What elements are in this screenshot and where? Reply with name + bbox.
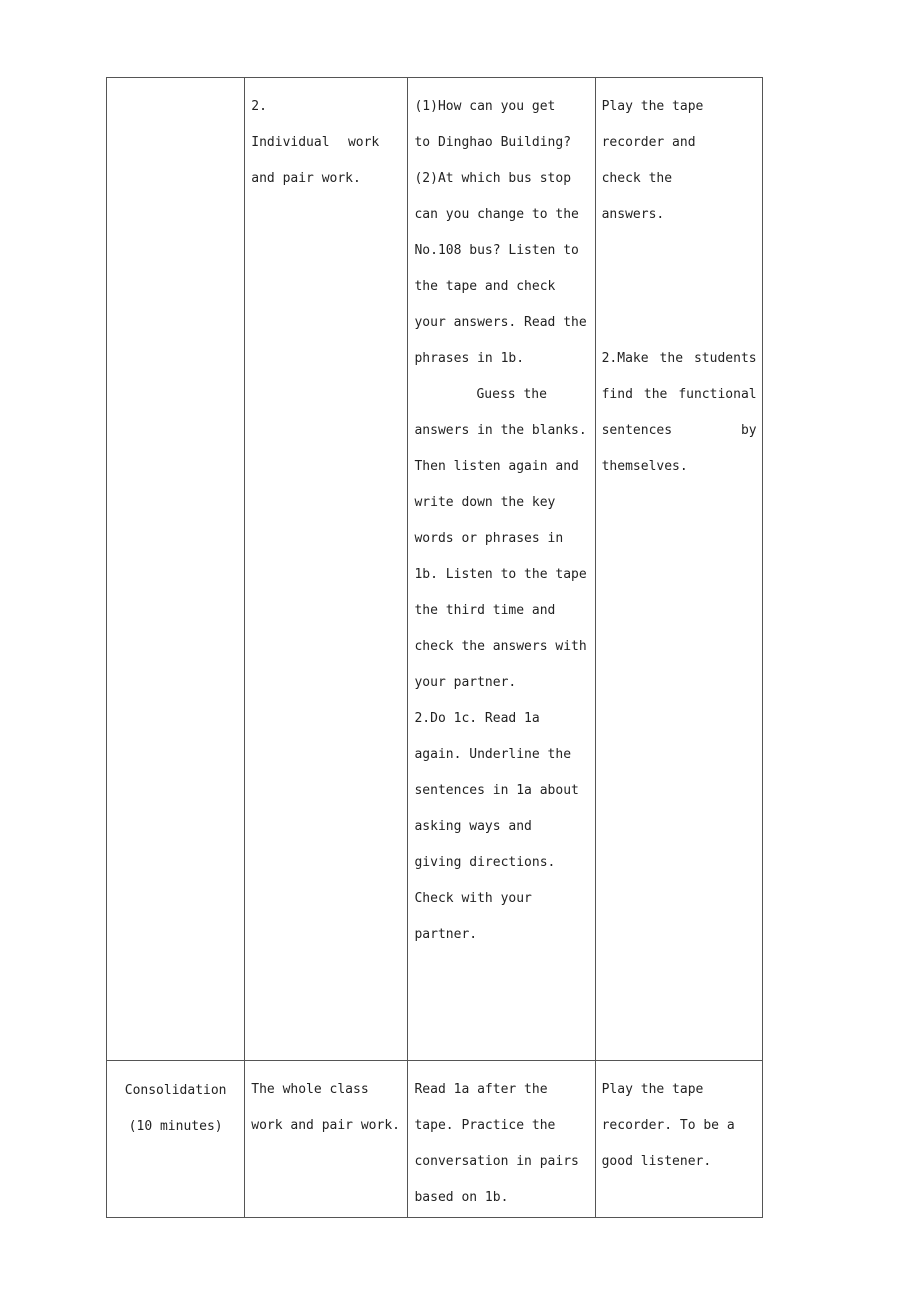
activity-do-1c: 2.Do 1c. Read 1a again. Underline the sentences in 1a about asking ways and giving directions. Check with your partner.: [414, 711, 587, 942]
teacher-step-1: Play the tape recorder and check the answers.: [601, 99, 704, 222]
activity-guess: Guess the answers in the blanks. Then listen again and write down the key words or phrases in 1b. Listen to the tape the third time and check the answers with your partner.: [414, 387, 587, 690]
activities-cell: [408, 1061, 595, 1218]
mode-cell: [245, 1061, 408, 1218]
mode-text: The whole class work and pair work.: [251, 1082, 400, 1133]
lesson-plan-table: [106, 77, 763, 1218]
activity-question-2: (2)At which bus stop can you change to the No.108 bus? Listen to the tape and check your answers. Read the phrases in 1b.: [414, 171, 587, 366]
table-row: [107, 78, 763, 1061]
teacher-text: Play the tape recorder. To be a good listener.: [601, 1082, 735, 1169]
mode-cell: [245, 78, 408, 1061]
teacher-step-2: 2.Make the students find the functional sentences by themselves.: [601, 351, 757, 474]
stage-text: Consolidation (10 minutes): [124, 1083, 227, 1134]
activity-text: Read 1a after the tape. Practice the conversation in pairs based on 1b.: [414, 1082, 579, 1205]
mode-text: 2. Individual work and pair work.: [251, 99, 388, 186]
stage-cell: [107, 78, 245, 1061]
stage-cell: [107, 1061, 245, 1218]
activities-cell: [408, 78, 595, 1061]
teacher-cell: [595, 78, 762, 1061]
activity-question-1: (1)How can you get to Dinghao Building?: [414, 99, 572, 150]
teacher-cell: [595, 1061, 762, 1218]
table-row: [107, 1061, 763, 1218]
